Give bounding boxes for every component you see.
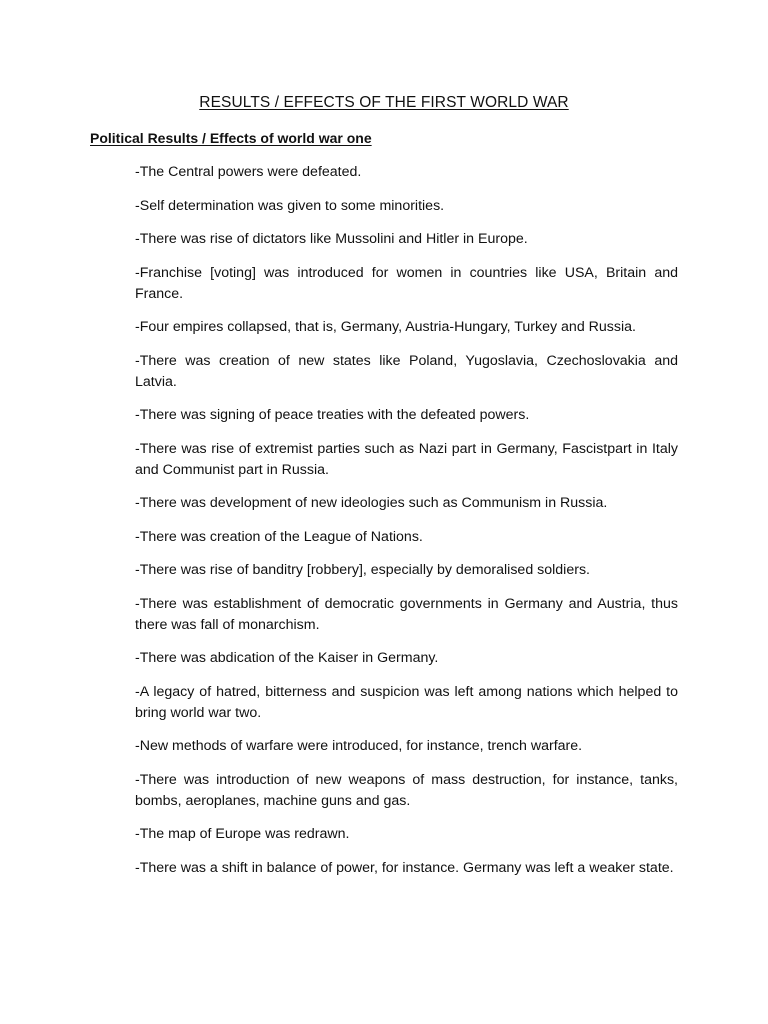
results-list	[135, 162, 678, 891]
list-item: -There was rise of extremist parties such as Nazi part in Germany, Fascistpart in Italy and Communist part in Russia.	[135, 440, 678, 478]
list-item: -There was abdication of the Kaiser in Germany.	[135, 650, 439, 666]
list-item: -Four empires collapsed, that is, Germany, Austria-Hungary, Turkey and Russia.	[135, 319, 636, 335]
list-item: -The map of Europe was redrawn.	[135, 826, 350, 842]
list-item: -There was establishment of democratic governments in Germany and Austria, thus there was fall of monarchism.	[135, 595, 678, 633]
list-item: -Self determination was given to some minorities.	[135, 197, 445, 214]
list-item: -There was rise of dictators like Mussolini and Hitler in Europe.	[135, 231, 528, 247]
section-heading: Political Results / Effects of world war one	[90, 130, 372, 146]
list-item: -Franchise [voting] was introduced for women in countries like USA, Britain and France.	[135, 264, 678, 302]
list-item: -The Central powers were defeated.	[135, 164, 362, 180]
list-item: -There was a shift in balance of power, for instance. Germany was left a weaker state.	[135, 859, 674, 876]
list-item: -There was signing of peace treaties with the defeated powers.	[135, 407, 530, 423]
list-item: -A legacy of hatred, bitterness and suspicion was left among nations which helped to bring world war two.	[135, 683, 678, 721]
list-item: -New methods of warfare were introduced, for instance, trench warfare.	[135, 738, 583, 754]
document-title: RESULTS / EFFECTS OF THE FIRST WORLD WAR	[199, 94, 569, 111]
list-item: -There was creation of new states like Poland, Yugoslavia, Czechoslovakia and Latvia.	[135, 352, 678, 390]
list-item: -There was introduction of new weapons of mass destruction, for instance, tanks, bombs, aeroplanes, machine guns and gas.	[135, 771, 678, 809]
list-item: -There was rise of banditry [robbery], especially by demoralised soldiers.	[135, 562, 590, 578]
list-item: -There was creation of the League of Nations.	[135, 528, 423, 545]
list-item: -There was development of new ideologies such as Communism in Russia.	[135, 495, 608, 511]
